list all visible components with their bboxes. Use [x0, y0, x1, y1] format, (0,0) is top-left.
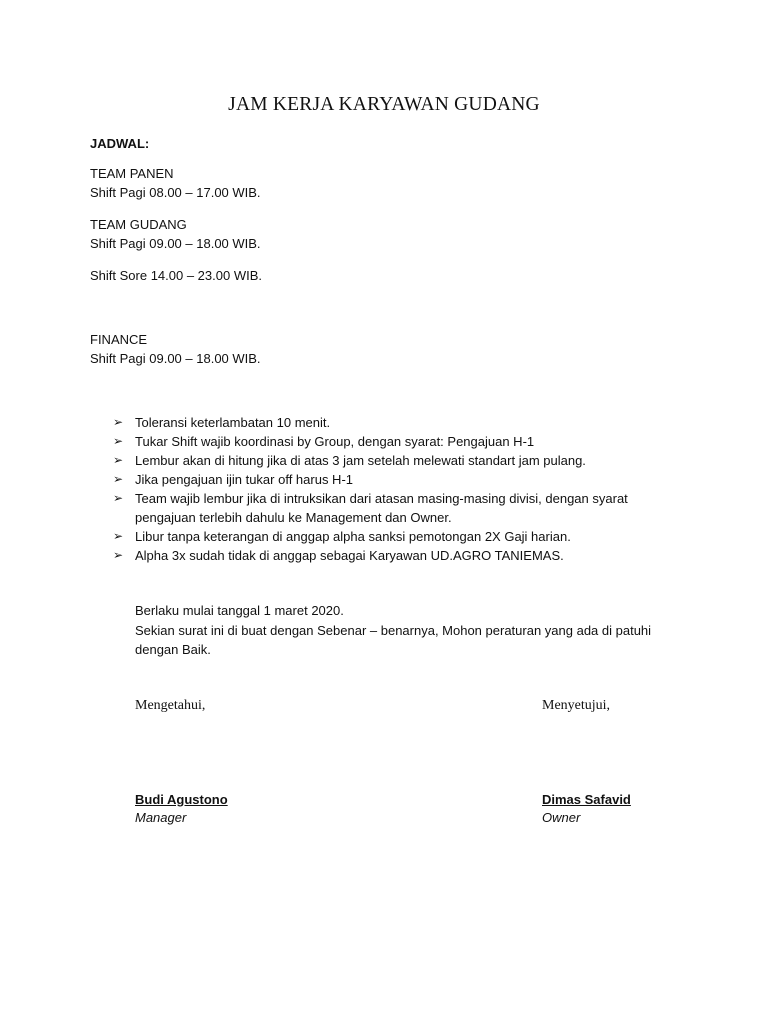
list-item: [113, 432, 673, 451]
notice-closing: Sekian surat ini di buat dengan Sebenar – benarnya, Mohon peraturan yang ada di patuhi dengan Baik.: [135, 622, 652, 657]
rule-text: Toleransi keterlambatan 10 menit.: [135, 415, 331, 430]
notice-block: [135, 601, 675, 660]
left-signatory-name: Budi Agustono: [135, 792, 228, 807]
team-panen-name: TEAM PANEN: [90, 166, 174, 181]
right-signature-label: Menyetujui,: [542, 698, 611, 713]
arrow-bullet-icon: ➢: [113, 434, 124, 448]
arrow-bullet-icon: ➢: [113, 529, 124, 543]
list-item: [113, 470, 673, 489]
arrow-bullet-icon: ➢: [113, 548, 124, 562]
team-gudang-shift-pagi: Shift Pagi 09.00 – 18.00 WIB.: [90, 236, 261, 251]
arrow-bullet-icon: ➢: [113, 491, 124, 505]
list-item: [113, 527, 673, 546]
rules-list: [113, 413, 673, 565]
rule-text: Alpha 3x sudah tidak di anggap sebagai Karyawan UD.AGRO TANIEMAS.: [135, 548, 564, 563]
rule-text: Libur tanpa keterangan di anggap alpha sanksi pemotongan 2X Gaji harian.: [135, 529, 571, 544]
rule-text: Tukar Shift wajib koordinasi by Group, dengan syarat: Pengajuan H-1: [135, 434, 535, 449]
finance-name: FINANCE: [90, 332, 148, 347]
team-panen-shift-pagi: Shift Pagi 08.00 – 17.00 WIB.: [90, 185, 261, 200]
notice-effective-date: Berlaku mulai tanggal 1 maret 2020.: [135, 603, 344, 618]
right-signatory-role: Owner: [542, 810, 581, 825]
list-item: [113, 489, 673, 527]
left-signature-label: Mengetahui,: [135, 698, 206, 713]
arrow-bullet-icon: ➢: [113, 472, 124, 486]
finance-shift-pagi: Shift Pagi 09.00 – 18.00 WIB.: [90, 351, 261, 366]
arrow-bullet-icon: ➢: [113, 453, 124, 467]
document-title: JAM KERJA KARYAWAN GUDANG: [228, 94, 540, 115]
list-item: [113, 451, 673, 470]
rule-text: Lembur akan di hitung jika di atas 3 jam setelah melewati standart jam pulang.: [135, 453, 586, 468]
right-signatory-name: Dimas Safavid: [542, 792, 631, 807]
team-gudang-shift-sore: Shift Sore 14.00 – 23.00 WIB.: [90, 268, 262, 283]
rule-text: Jika pengajuan ijin tukar off harus H-1: [135, 472, 353, 487]
left-signatory-role: Manager: [135, 810, 187, 825]
list-item: [113, 413, 673, 432]
arrow-bullet-icon: ➢: [113, 415, 124, 429]
team-gudang-name: TEAM GUDANG: [90, 217, 187, 232]
schedule-heading: JADWAL:: [90, 136, 150, 151]
list-item: [113, 546, 673, 565]
rule-text: Team wajib lembur jika di intruksikan dari atasan masing-masing divisi, dengan syarat pengajuan terlebih dahulu ke Management dan Owner.: [135, 491, 628, 525]
